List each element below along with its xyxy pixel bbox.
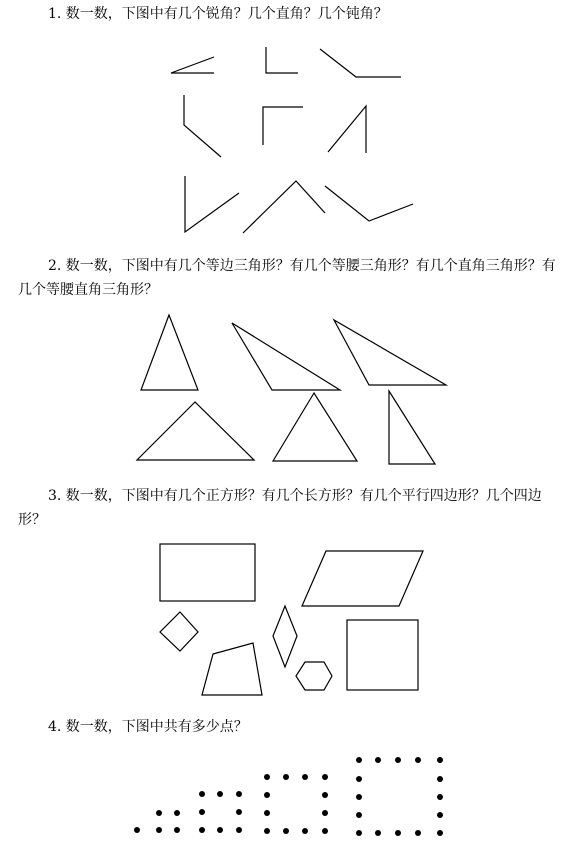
- dot: [236, 791, 242, 797]
- right-angle-1: [266, 47, 298, 73]
- triangle-2: [232, 323, 340, 390]
- triangle-4: [137, 402, 254, 460]
- dot: [437, 794, 443, 800]
- rhombus-shape: [273, 606, 297, 667]
- acute-angle-1: [171, 57, 214, 73]
- dot: [199, 809, 205, 815]
- dots-figure: [0, 754, 570, 854]
- obtuse-angle-3: [185, 176, 239, 232]
- dot: [322, 774, 328, 780]
- dot: [395, 757, 401, 763]
- dot: [283, 828, 289, 834]
- triangle-1: [141, 315, 198, 390]
- dot: [356, 812, 362, 818]
- triangle-5: [273, 393, 357, 461]
- dot: [217, 827, 223, 833]
- dot: [322, 792, 328, 798]
- dot: [415, 757, 421, 763]
- angles-figure: [0, 0, 570, 250]
- dot: [395, 830, 401, 836]
- obtuse-angle-2: [184, 95, 221, 157]
- dot: [375, 757, 381, 763]
- question-1-text: 1. 数一数，下图中有几个锐角？几个直角？几个钝角？: [48, 6, 388, 22]
- dot: [437, 776, 443, 782]
- dot: [199, 827, 205, 833]
- dot: [156, 827, 162, 833]
- dot: [356, 757, 362, 763]
- dot: [356, 776, 362, 782]
- dot: [236, 809, 242, 815]
- dot: [302, 774, 308, 780]
- dot: [134, 827, 140, 833]
- dot: [199, 791, 205, 797]
- dot: [264, 810, 270, 816]
- trapezoid-shape: [202, 643, 262, 695]
- acute-angle-2: [328, 106, 366, 153]
- question-2-text: 2. 数一数，下图中有几个等边三角形？有几个等腰三角形？有几个直角三角形？有几个等腰直角三角形？: [18, 258, 556, 298]
- dot: [156, 810, 162, 816]
- hexagon-shape: [296, 662, 332, 690]
- obtuse-angle-1: [320, 49, 401, 77]
- obtuse-angle-4: [325, 186, 413, 221]
- dot: [437, 830, 443, 836]
- dot: [437, 757, 443, 763]
- parallelogram-shape: [302, 551, 423, 606]
- question-4-text: 4. 数一数，下图中共有多少点？: [48, 719, 248, 735]
- diamond-square-shape: [160, 612, 198, 651]
- dot: [322, 810, 328, 816]
- dot: [174, 810, 180, 816]
- dot: [356, 794, 362, 800]
- dot: [236, 827, 242, 833]
- dot: [415, 830, 421, 836]
- square-shape: [347, 620, 418, 690]
- triangle-6: [389, 391, 435, 464]
- triangle-3: [334, 320, 446, 385]
- triangles-figure: [0, 300, 570, 480]
- dot: [356, 830, 362, 836]
- dot: [217, 791, 223, 797]
- dot: [375, 830, 381, 836]
- dot: [264, 828, 270, 834]
- rectangle-shape: [160, 544, 255, 601]
- dot: [264, 792, 270, 798]
- right-angle-2: [263, 107, 303, 145]
- dot: [264, 774, 270, 780]
- dot: [174, 827, 180, 833]
- dot: [302, 828, 308, 834]
- dot: [322, 828, 328, 834]
- dot: [283, 774, 289, 780]
- quadrilaterals-figure: [0, 530, 570, 700]
- acute-angle-3: [243, 181, 325, 233]
- dot: [437, 812, 443, 818]
- question-3-text: 3. 数一数，下图中有几个正方形？有几个长方形？有几个平行四边形？几个四边形？: [18, 488, 542, 528]
